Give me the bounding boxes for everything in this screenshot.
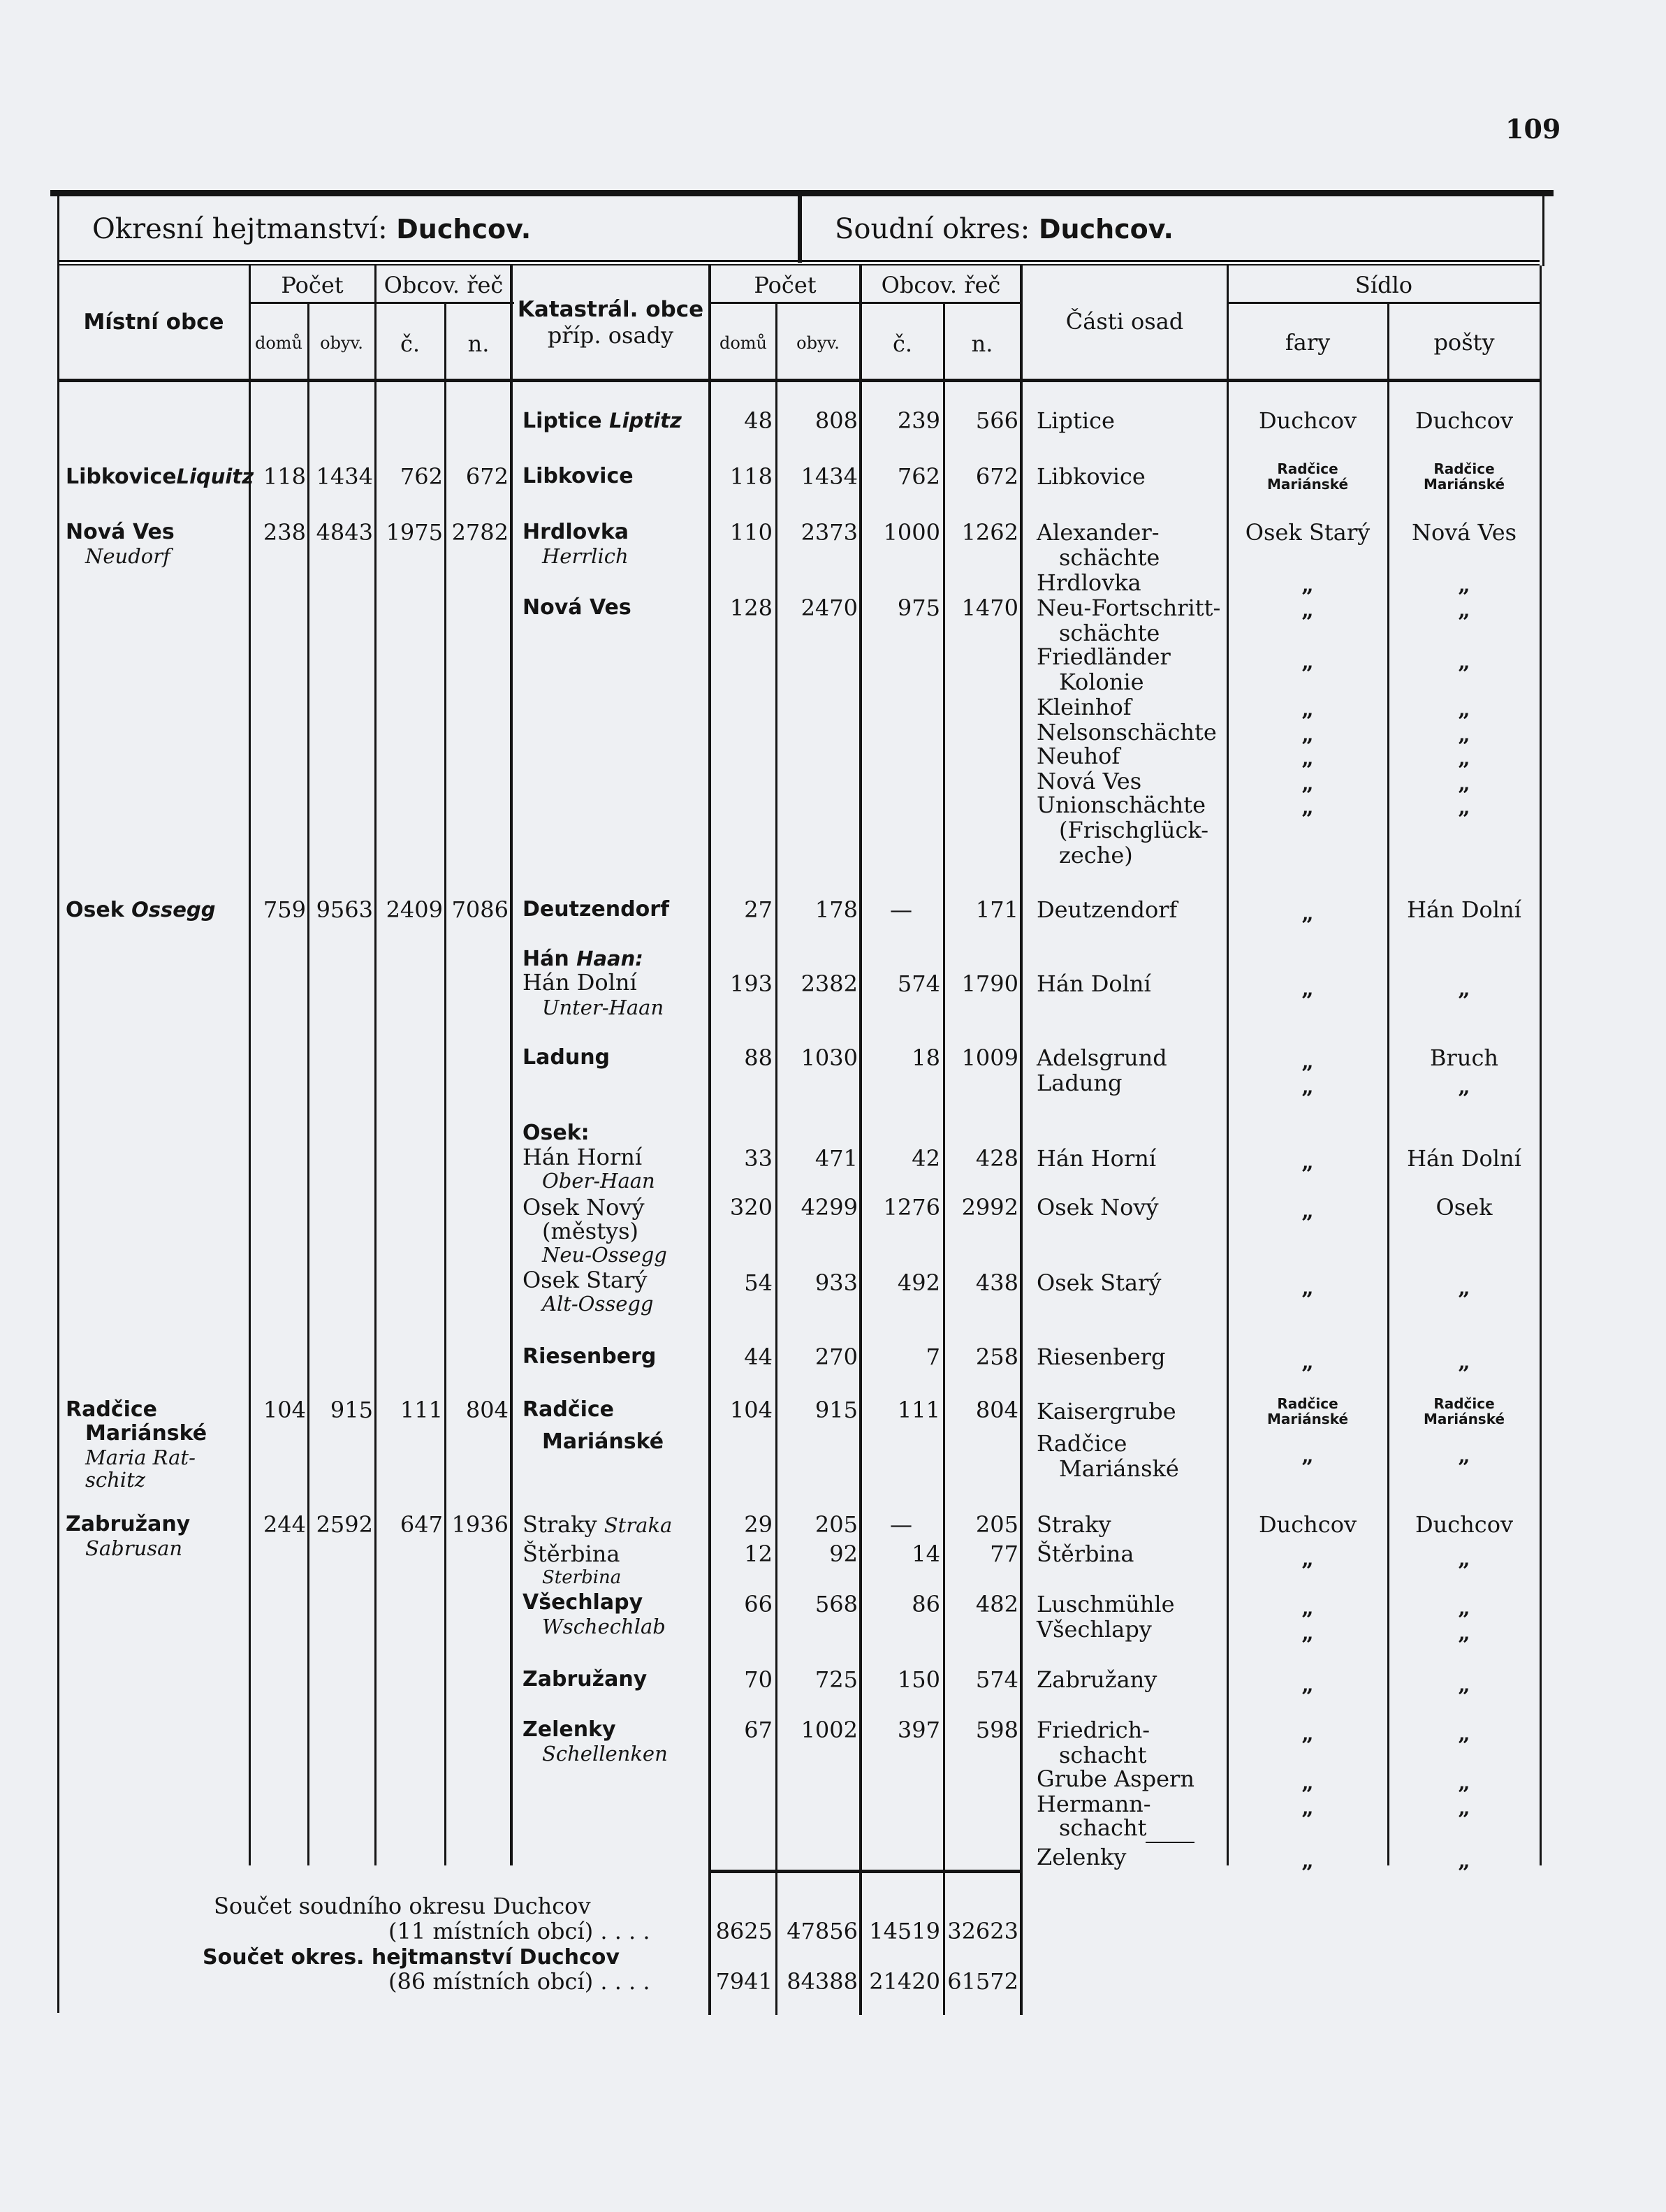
- posta-straky: Duchcov: [1415, 1511, 1514, 1538]
- kat-han-dolni-de: Unter-Haan: [542, 996, 664, 1019]
- total-soudni-c: 14519: [869, 1918, 940, 1944]
- totals-top-rule: [708, 1870, 1023, 1873]
- cast-libkovice: Libkovice: [1037, 463, 1146, 490]
- liptice-domu: 48: [744, 407, 773, 434]
- liptice-n: 566: [975, 407, 1018, 434]
- radcice-on: 804: [465, 1397, 509, 1423]
- kat-nova-ves: Nová Ves: [523, 595, 631, 620]
- riesenberg-n: 258: [975, 1344, 1018, 1370]
- cast-friedrich: Friedrich-: [1037, 1717, 1150, 1743]
- libkovice-oc: 762: [400, 463, 443, 490]
- ditto: „: [1458, 1796, 1470, 1820]
- radcice-odomu: 104: [263, 1397, 306, 1423]
- kat-osek: Osek:: [523, 1121, 590, 1145]
- kat-vsechlapy: Všechlapy: [523, 1590, 643, 1615]
- total-hejtman-obyv: 84388: [787, 1968, 858, 1995]
- ditto: „: [1301, 1150, 1314, 1174]
- ditto: „: [1458, 1722, 1470, 1746]
- cast-luschmuhle: Luschmühle: [1037, 1591, 1175, 1617]
- ditto: „: [1301, 1547, 1314, 1571]
- col-posty: pošty: [1433, 329, 1495, 356]
- cast-neuhof: Neuhof: [1037, 743, 1120, 769]
- han-obyv: 2382: [801, 970, 858, 997]
- hrdlovka-domu: 110: [729, 519, 773, 546]
- osek-novy-domu: 320: [729, 1194, 773, 1221]
- ditto: „: [1458, 746, 1470, 771]
- obec-radcice: Radčice: [66, 1397, 158, 1422]
- ditto: „: [1458, 722, 1470, 747]
- ditto: „: [1301, 1770, 1314, 1795]
- hline-pocet2: [708, 302, 1023, 304]
- radcice-obyv: 915: [814, 1397, 858, 1423]
- osek-stary-obyv: 933: [814, 1269, 858, 1296]
- ditto: „: [1301, 1796, 1314, 1820]
- ditto: „: [1301, 1276, 1314, 1300]
- cast-kleinhof: Kleinhof: [1037, 694, 1132, 720]
- cast-liptice: Liptice: [1037, 407, 1115, 434]
- zabruzany-kat-c: 150: [897, 1666, 940, 1693]
- posta-radcice: Radčice Mariánské: [1423, 1395, 1505, 1427]
- zelenky-c: 397: [897, 1717, 940, 1743]
- cast-hermann-2: schacht: [1059, 1814, 1147, 1841]
- ditto: „: [1458, 650, 1470, 674]
- vsechlapy-n: 482: [975, 1591, 1018, 1617]
- kat-osek-novy: Osek Nový: [523, 1194, 645, 1221]
- col-obcov-rec: Obcov. řeč: [383, 272, 504, 298]
- han-c: 574: [897, 970, 940, 997]
- col-mistni-obce: Místní obce: [83, 310, 224, 335]
- obec-nova-ves: Nová Ves: [66, 520, 175, 544]
- zelenky-obyv: 1002: [801, 1717, 858, 1743]
- radcice-c: 111: [897, 1397, 940, 1423]
- total-hejtman-domu: 7941: [715, 1968, 773, 1995]
- cast-osek-novy: Osek Nový: [1037, 1194, 1159, 1221]
- ditto: „: [1458, 1673, 1470, 1697]
- cast-vsechlapy: Všechlapy: [1037, 1616, 1152, 1643]
- ditto: „: [1301, 1443, 1314, 1468]
- cast-zelenky: Zelenky: [1037, 1844, 1127, 1870]
- sterbina-c: 14: [912, 1541, 940, 1567]
- ditto: „: [1458, 697, 1470, 722]
- ditto: „: [1301, 1075, 1314, 1099]
- ditto: „: [1301, 1199, 1314, 1223]
- hrdlovka-obyv: 2373: [801, 519, 858, 546]
- kat-straky: Straky Straka: [523, 1511, 673, 1538]
- fara-hrdlovka: Osek Starý: [1245, 519, 1371, 546]
- kat-osek-stary-de: Alt-Ossegg: [542, 1292, 654, 1316]
- col-domu: domů: [254, 333, 303, 353]
- ditto: „: [1301, 746, 1314, 771]
- posta-han-dolni: Hán Dolní: [1407, 1145, 1521, 1172]
- cast-unionschachte: Unionschächte: [1037, 792, 1206, 818]
- ditto: „: [1301, 771, 1314, 796]
- vline: [1020, 265, 1023, 2015]
- col-fary: fary: [1285, 329, 1331, 356]
- page-number: 109: [1505, 113, 1561, 145]
- radcice-oobyv: 915: [330, 1397, 373, 1423]
- ditto: „: [1301, 697, 1314, 722]
- colhead-bottom-rule: [57, 379, 1540, 382]
- cast-straky: Straky: [1037, 1511, 1111, 1538]
- kat-zelenky-de: Schellenken: [542, 1742, 668, 1766]
- ditto: „: [1301, 598, 1314, 623]
- district-title: [92, 215, 531, 243]
- total-hejtman-n: 61572: [947, 1968, 1018, 1995]
- cast-deutzendorf: Deutzendorf: [1037, 896, 1178, 923]
- cast-frischgluck: (Frischglück-: [1059, 817, 1209, 843]
- cast-han-dolni: Hán Dolní: [1037, 970, 1151, 997]
- cast-friedlander-2: Kolonie: [1059, 669, 1144, 695]
- ditto: „: [1301, 1596, 1314, 1620]
- sterbina-n: 77: [990, 1541, 1018, 1567]
- kat-zabruzany: Zabružany: [523, 1667, 648, 1691]
- kat-osek-novy-mestys: (městys): [542, 1218, 639, 1244]
- cast-sterbina: Štěrbina: [1037, 1541, 1134, 1567]
- han-domu: 193: [729, 970, 773, 997]
- ditto: „: [1301, 977, 1314, 1001]
- kat-liptice: Liptice Liptitz: [523, 409, 682, 433]
- cast-zabruzany: Zabružany: [1037, 1666, 1157, 1693]
- ditto: „: [1301, 1849, 1314, 1873]
- kat-hrdlovka: Hrdlovka: [523, 520, 629, 544]
- obec-zabruzany-de: Sabrusan: [85, 1536, 183, 1560]
- nova-ves-oc: 1975: [386, 519, 443, 546]
- kat-radcice: Radčice: [523, 1397, 615, 1422]
- ditto: „: [1458, 573, 1470, 597]
- posta-hrdlovka: Nová Ves: [1411, 519, 1517, 546]
- court-value: Duchcov.: [1038, 214, 1174, 245]
- cast-han-horni: Hán Horní: [1037, 1145, 1157, 1172]
- zabruzany-kat-n: 574: [975, 1666, 1018, 1693]
- ditto: „: [1301, 795, 1314, 820]
- kat-radcice-2: Mariánské: [542, 1429, 664, 1454]
- total-soudni-label: Součet soudního okresu Duchcov: [214, 1893, 591, 1919]
- court-title: [835, 215, 1174, 243]
- han-horni-c: 42: [912, 1145, 940, 1172]
- cast-grube-aspern: Grube Aspern: [1037, 1766, 1194, 1792]
- ladung-c: 18: [912, 1045, 940, 1071]
- col-c: č.: [400, 330, 421, 357]
- cast-radcice: Radčice: [1037, 1430, 1127, 1457]
- straky-c: —: [890, 1511, 912, 1538]
- district-label: Okresní hejtmanství:: [92, 213, 388, 245]
- vsechlapy-domu: 66: [744, 1591, 773, 1617]
- osek-oobyv: 9563: [316, 896, 373, 923]
- kat-ladung: Ladung: [523, 1045, 611, 1070]
- cast-alexander: Alexander-: [1037, 519, 1160, 546]
- ditto: „: [1301, 1673, 1314, 1697]
- ditto: „: [1458, 1075, 1470, 1099]
- col-domu-2: domů: [719, 333, 768, 353]
- zelenky-underline: [1146, 1842, 1194, 1843]
- kat-han-dolni: Hán Dolní: [523, 969, 637, 996]
- cast-ladung: Ladung: [1037, 1070, 1123, 1096]
- col-obyv: obyv.: [320, 333, 363, 353]
- osek-stary-domu: 54: [744, 1269, 773, 1296]
- straky-domu: 29: [744, 1511, 773, 1538]
- posta-liptice: Duchcov: [1415, 407, 1514, 434]
- obec-nova-ves-de: Neudorf: [85, 544, 170, 568]
- col-n-2: n.: [971, 330, 993, 357]
- vsechlapy-c: 86: [912, 1591, 940, 1617]
- osek-novy-n: 2992: [961, 1194, 1018, 1221]
- libkovice-odomu: 118: [263, 463, 306, 490]
- zabruzany-oobyv: 2592: [316, 1511, 373, 1538]
- osek-oc: 2409: [386, 896, 443, 923]
- col-obyv-2: obyv.: [796, 333, 840, 353]
- vline: [1540, 265, 1542, 1865]
- zelenky-n: 598: [975, 1717, 1018, 1743]
- kat-han-horni: Hán Horní: [523, 1144, 643, 1170]
- posta-deutzendorf: Hán Dolní: [1407, 896, 1521, 923]
- nova-ves-oobyv: 4843: [316, 519, 373, 546]
- ditto: „: [1301, 650, 1314, 674]
- cast-hermann: Hermann-: [1037, 1791, 1151, 1817]
- district-value: Duchcov.: [396, 214, 532, 245]
- riesenberg-c: 7: [926, 1344, 940, 1370]
- ditto: „: [1301, 1049, 1314, 1074]
- obec-osek: Osek Ossegg: [66, 898, 216, 922]
- osek-odomu: 759: [263, 896, 306, 923]
- hline-sidlo: [1227, 302, 1541, 304]
- cast-nova-ves: Nová Ves: [1037, 768, 1142, 794]
- col-pocet: Počet: [281, 272, 344, 298]
- total-hejtman-c: 21420: [869, 1968, 940, 1995]
- han-horni-obyv: 471: [814, 1145, 858, 1172]
- zabruzany-on: 1936: [451, 1511, 509, 1538]
- cast-alexander-2: schächte: [1059, 544, 1160, 571]
- fara-libkovice: Radčice Mariánské: [1266, 460, 1349, 493]
- col-n: n.: [467, 330, 490, 357]
- vline: [510, 265, 513, 1865]
- court-label: Soudní okres:: [835, 213, 1030, 245]
- cast-hrdlovka: Hrdlovka: [1037, 569, 1141, 596]
- deutzendorf-domu: 27: [744, 896, 773, 923]
- ditto: „: [1458, 977, 1470, 1001]
- ditto: „: [1458, 795, 1470, 820]
- riesenberg-domu: 44: [744, 1344, 773, 1370]
- kat-zelenky: Zelenky: [523, 1717, 616, 1742]
- radcice-domu: 104: [729, 1397, 773, 1423]
- posta-libkovice: Radčice Mariánské: [1423, 460, 1505, 493]
- kat-han-horni-de: Ober-Haan: [542, 1169, 655, 1193]
- col-c-2: č.: [892, 330, 913, 357]
- header-divider: [798, 196, 802, 263]
- ditto: „: [1458, 1849, 1470, 1873]
- obec-radcice-de: Maria Rat-: [85, 1446, 196, 1469]
- ditto: „: [1458, 771, 1470, 796]
- osek-stary-c: 492: [897, 1269, 940, 1296]
- ladung-n: 1009: [961, 1045, 1018, 1071]
- osek-on: 7086: [451, 896, 509, 923]
- ladung-obyv: 1030: [801, 1045, 858, 1071]
- libkovice-obyv: 1434: [801, 463, 858, 490]
- cast-neu-fortschritt: Neu-Fortschritt-: [1037, 595, 1221, 621]
- vline: [374, 265, 377, 1865]
- cast-neu-fortschritt-2: schächte: [1059, 620, 1160, 646]
- total-soudni-label-2: (11 místních obcí) . . . .: [388, 1918, 650, 1944]
- col-casti-osad: Části osad: [1065, 308, 1184, 335]
- kat-vsechlapy-de: Wschechlab: [542, 1615, 666, 1638]
- libkovice-oobyv: 1434: [316, 463, 373, 490]
- vsechlapy-obyv: 568: [814, 1591, 858, 1617]
- nova-ves-kat-obyv: 2470: [801, 595, 858, 621]
- obec-radcice-2: Mariánské: [85, 1421, 207, 1446]
- kat-sterbina-de: Sterbina: [542, 1567, 622, 1588]
- fara-liptice: Duchcov: [1258, 407, 1357, 434]
- ditto: „: [1458, 1770, 1470, 1795]
- nova-ves-kat-domu: 128: [729, 595, 773, 621]
- hrdlovka-c: 1000: [883, 519, 940, 546]
- total-soudni-n: 32623: [947, 1918, 1018, 1944]
- ditto: „: [1301, 722, 1314, 747]
- ditto: „: [1301, 573, 1314, 597]
- frame-left: [57, 196, 59, 2013]
- total-soudni-obyv: 47856: [787, 1918, 858, 1944]
- obec-zabruzany: Zabružany: [66, 1512, 191, 1536]
- kat-deutzendorf: Deutzendorf: [523, 897, 670, 922]
- posta-osek: Osek: [1435, 1194, 1493, 1221]
- sterbina-obyv: 92: [829, 1541, 858, 1567]
- total-hejtman-label-2: (86 místních obcí) . . . .: [388, 1968, 650, 1995]
- top-rule: [50, 190, 1554, 196]
- liptice-c: 239: [897, 407, 940, 434]
- liptice-obyv: 808: [814, 407, 858, 434]
- libkovice-c: 762: [897, 463, 940, 490]
- fara-radcice: Radčice Mariánské: [1266, 1395, 1349, 1427]
- frame-right-low: [1540, 265, 1542, 384]
- kat-han: Hán Haan:: [523, 947, 643, 971]
- posta-bruch: Bruch: [1430, 1045, 1498, 1071]
- obec-libkovice: LibkoviceLiquitz: [66, 465, 254, 489]
- straky-obyv: 205: [814, 1511, 858, 1538]
- deutzendorf-c: —: [890, 896, 912, 923]
- osek-stary-n: 438: [975, 1269, 1018, 1296]
- cast-osek-stary: Osek Starý: [1037, 1269, 1162, 1296]
- nova-ves-odomu: 238: [263, 519, 306, 546]
- hline-pocet: [249, 302, 514, 304]
- deutzendorf-obyv: 178: [814, 896, 858, 923]
- nova-ves-on: 2782: [451, 519, 509, 546]
- ditto: „: [1458, 598, 1470, 623]
- cast-nelsonschachte: Nelsonschächte: [1037, 719, 1217, 745]
- zabruzany-odomu: 244: [263, 1511, 306, 1538]
- han-n: 1790: [961, 970, 1018, 997]
- col-sidlo: Sídlo: [1354, 272, 1413, 298]
- ditto: „: [1458, 1621, 1470, 1645]
- col-katastral: Katastrál. obce: [517, 297, 704, 322]
- ditto: „: [1458, 1443, 1470, 1468]
- ditto: „: [1301, 1621, 1314, 1645]
- nova-ves-kat-n: 1470: [961, 595, 1018, 621]
- ditto: „: [1301, 1722, 1314, 1746]
- libkovice-on: 672: [465, 463, 509, 490]
- osek-novy-c: 1276: [883, 1194, 940, 1221]
- ditto: „: [1301, 1350, 1314, 1374]
- han-horni-n: 428: [975, 1145, 1018, 1172]
- vline: [249, 265, 251, 1865]
- total-soudni-domu: 8625: [715, 1918, 773, 1944]
- header-bottom-rule: [57, 260, 1540, 262]
- han-horni-domu: 33: [744, 1145, 773, 1172]
- header-bottom-rule2: [57, 264, 1540, 265]
- sterbina-domu: 12: [744, 1541, 773, 1567]
- cast-zeche: zeche): [1059, 842, 1133, 868]
- kat-libkovice: Libkovice: [523, 464, 634, 488]
- straky-n: 205: [975, 1511, 1018, 1538]
- zabruzany-kat-obyv: 725: [814, 1666, 858, 1693]
- col-pocet-2: Počet: [754, 272, 817, 298]
- cast-adelsgrund: Adelsgrund: [1037, 1045, 1167, 1071]
- zabruzany-oc: 647: [400, 1511, 443, 1538]
- ladung-domu: 88: [744, 1045, 773, 1071]
- cast-friedlander: Friedländer: [1037, 643, 1171, 670]
- radcice-n: 804: [975, 1397, 1018, 1423]
- fara-straky: Duchcov: [1258, 1511, 1357, 1538]
- ditto: „: [1458, 1596, 1470, 1620]
- libkovice-domu: 118: [729, 463, 773, 490]
- ditto: „: [1458, 1350, 1470, 1374]
- ditto: „: [1301, 901, 1314, 926]
- libkovice-n: 672: [975, 463, 1018, 490]
- kat-riesenberg: Riesenberg: [523, 1344, 657, 1369]
- deutzendorf-n: 171: [975, 896, 1018, 923]
- cast-friedrich-2: schacht: [1059, 1742, 1147, 1768]
- zabruzany-kat-domu: 70: [744, 1666, 773, 1693]
- riesenberg-obyv: 270: [814, 1344, 858, 1370]
- cast-radcice-2: Mariánské: [1059, 1455, 1179, 1482]
- hrdlovka-n: 1262: [961, 519, 1018, 546]
- kat-sterbina: Štěrbina: [523, 1541, 620, 1567]
- ditto: „: [1458, 1547, 1470, 1571]
- kat-osek-stary: Osek Starý: [523, 1267, 648, 1293]
- col-obcov-rec-2: Obcov. řeč: [881, 272, 1001, 298]
- total-hejtman-label: Součet okres. hejtmanství Duchcov: [203, 1945, 620, 1970]
- cast-riesenberg: Riesenberg: [1037, 1344, 1166, 1370]
- osek-novy-obyv: 4299: [801, 1194, 858, 1221]
- col-prip-osady: příp. osady: [547, 322, 674, 349]
- frame-right: [1542, 196, 1544, 266]
- kat-hrdlovka-de: Herrlich: [542, 544, 629, 568]
- cast-kaisergrube: Kaisergrube: [1037, 1398, 1176, 1425]
- radcice-oc: 111: [400, 1397, 443, 1423]
- ditto: „: [1458, 1276, 1470, 1300]
- zelenky-domu: 67: [744, 1717, 773, 1743]
- nova-ves-kat-c: 975: [897, 595, 940, 621]
- kat-osek-novy-de: Neu-Ossegg: [542, 1243, 667, 1267]
- obec-radcice-de-2: schitz: [85, 1468, 146, 1492]
